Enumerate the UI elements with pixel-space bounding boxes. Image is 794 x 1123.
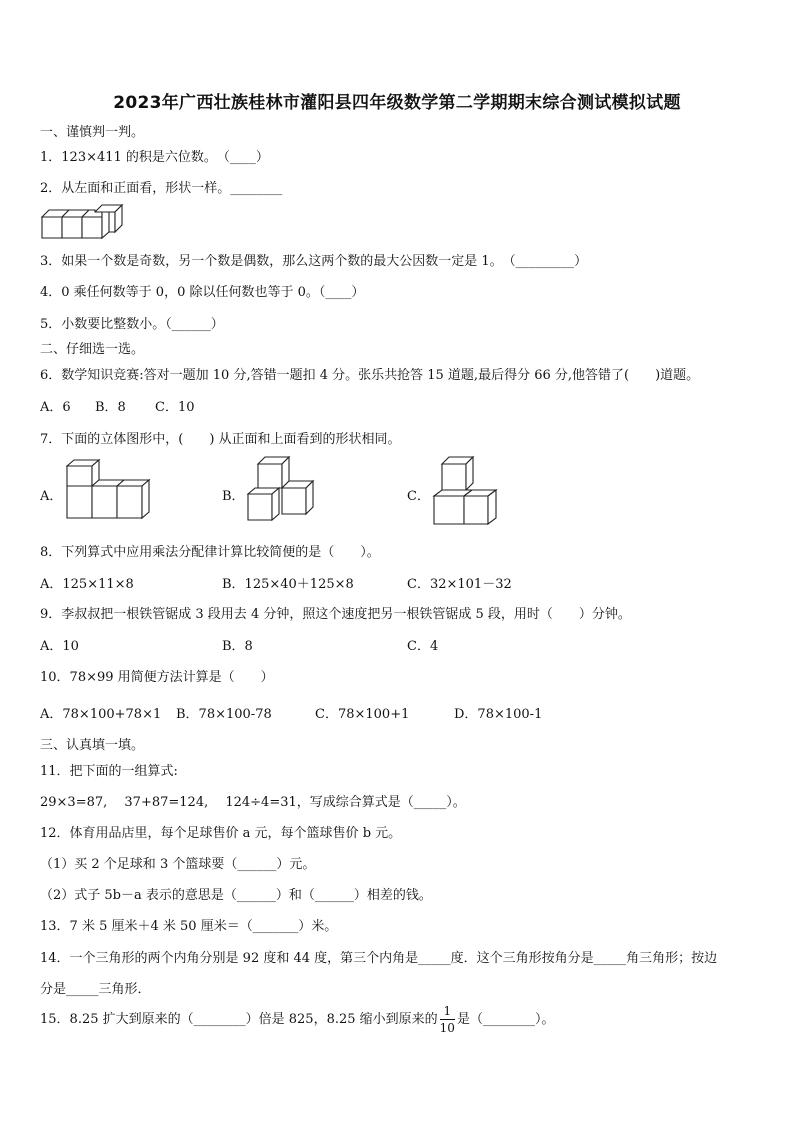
section-heading-1: 一、谨慎判一判。 [40, 125, 145, 140]
question-8-option-b: B．125×40＋125×8 [222, 577, 354, 592]
section-heading-3: 三、认真填一填。 [40, 738, 145, 753]
question-11: 11．把下面的一组算式: [40, 764, 178, 779]
section-heading-2: 二、仔细选一选。 [40, 342, 145, 357]
question-12-part-1: （1）买 2 个足球和 3 个篮球要（______）元。 [40, 857, 316, 872]
question-2-cube-figure [40, 200, 130, 245]
question-10-option-d: D．78×100-1 [454, 707, 543, 722]
question-9-option-c: C．4 [407, 639, 439, 654]
question-1: 1．123×411 的积是六位数。 （____） [40, 150, 269, 165]
fraction-denominator: 10 [439, 1021, 455, 1035]
question-6: 6．数学知识竞赛:答对一题加 10 分,答错一题扣 4 分。张乐共抢答 15 道题,最后得分 66 分,他答错了( )道题。 [40, 368, 700, 383]
question-15-text-end: 是（________）。 [456, 1012, 555, 1027]
question-15 [40, 1005, 554, 1034]
question-10-option-c: C．78×100+1 [315, 707, 410, 722]
fraction-numerator: 1 [440, 1005, 455, 1020]
question-6-option-b: B．8 [95, 400, 126, 415]
question-7-option-c: C． [407, 489, 430, 504]
question-7-option-a: A． [40, 489, 63, 504]
question-12: 12．体育用品店里，每个足球售价 a 元，每个篮球售价 b 元。 [40, 826, 402, 841]
question-4: 4．0 乘任何数等于 0，0 除以任何数也等于 0。（____） [40, 285, 365, 300]
question-5: 5．小数要比整数小。（______） [40, 317, 224, 332]
question-13: 13．7 米 5 厘米＋4 米 50 厘米＝（_______）米。 [40, 919, 338, 934]
question-7-option-b-figure [244, 452, 324, 524]
question-7-option-c-figure [430, 452, 502, 527]
question-8: 8．下列算式中应用乘法分配律计算比较简便的是（ ）。 [40, 545, 380, 560]
question-10: 10．78×99 用简便方法计算是（ ） [40, 670, 274, 685]
question-2: 2．从左面和正面看，形状一样。________ [40, 181, 283, 196]
question-7: 7．下面的立体图形中，( ) 从正面和上面看到的形状相同。 [40, 432, 401, 447]
question-6-option-a: A．6 [40, 400, 71, 415]
question-9-option-a: A．10 [40, 639, 79, 654]
question-7-option-a-figure [62, 458, 157, 523]
question-14-line-2: 分是_____三角形． [40, 982, 151, 997]
question-8-option-c: C．32×101－32 [407, 577, 512, 592]
question-14-line-1: 14．一个三角形的两个内角分别是 92 度和 44 度，第三个内角是_____度．这个三角形按角分是_____角三角形；按边 [40, 951, 718, 966]
page-title: 2023年广西壮族桂林市灌阳县四年级数学第二学期期末综合测试模拟试题 [113, 93, 681, 113]
question-7-option-b: B． [222, 489, 245, 504]
question-9: 9．李叔叔把一根铁管锯成 3 段用去 4 分钟，照这个速度把另一根铁管锯成 5 段，用时（ ）分钟。 [40, 607, 631, 622]
question-11-expressions: 29×3=87, 37+87=124, 124÷4=31，写成综合算式是（_____）。 [40, 795, 466, 810]
question-3: 3．如果一个数是奇数，另一个数是偶数，那么这两个数的最大公因数一定是 1。 （_________） [40, 254, 588, 269]
question-8-option-a: A．125×11×8 [40, 577, 134, 592]
question-15-text-start: 15．8.25 扩大到原来的（________）倍是 825，8.25 缩小到原来的 [40, 1012, 438, 1027]
question-12-part-2: （2）式子 5b－a 表示的意思是（______）和（______）相差的钱。 [40, 888, 432, 903]
question-9-option-b: B．8 [222, 639, 253, 654]
question-15-fraction [440, 1005, 455, 1034]
question-6-option-c: C．10 [155, 400, 195, 415]
question-10-option-a: A．78×100+78×1 [40, 707, 162, 722]
question-10-option-b: B．78×100-78 [176, 707, 272, 722]
